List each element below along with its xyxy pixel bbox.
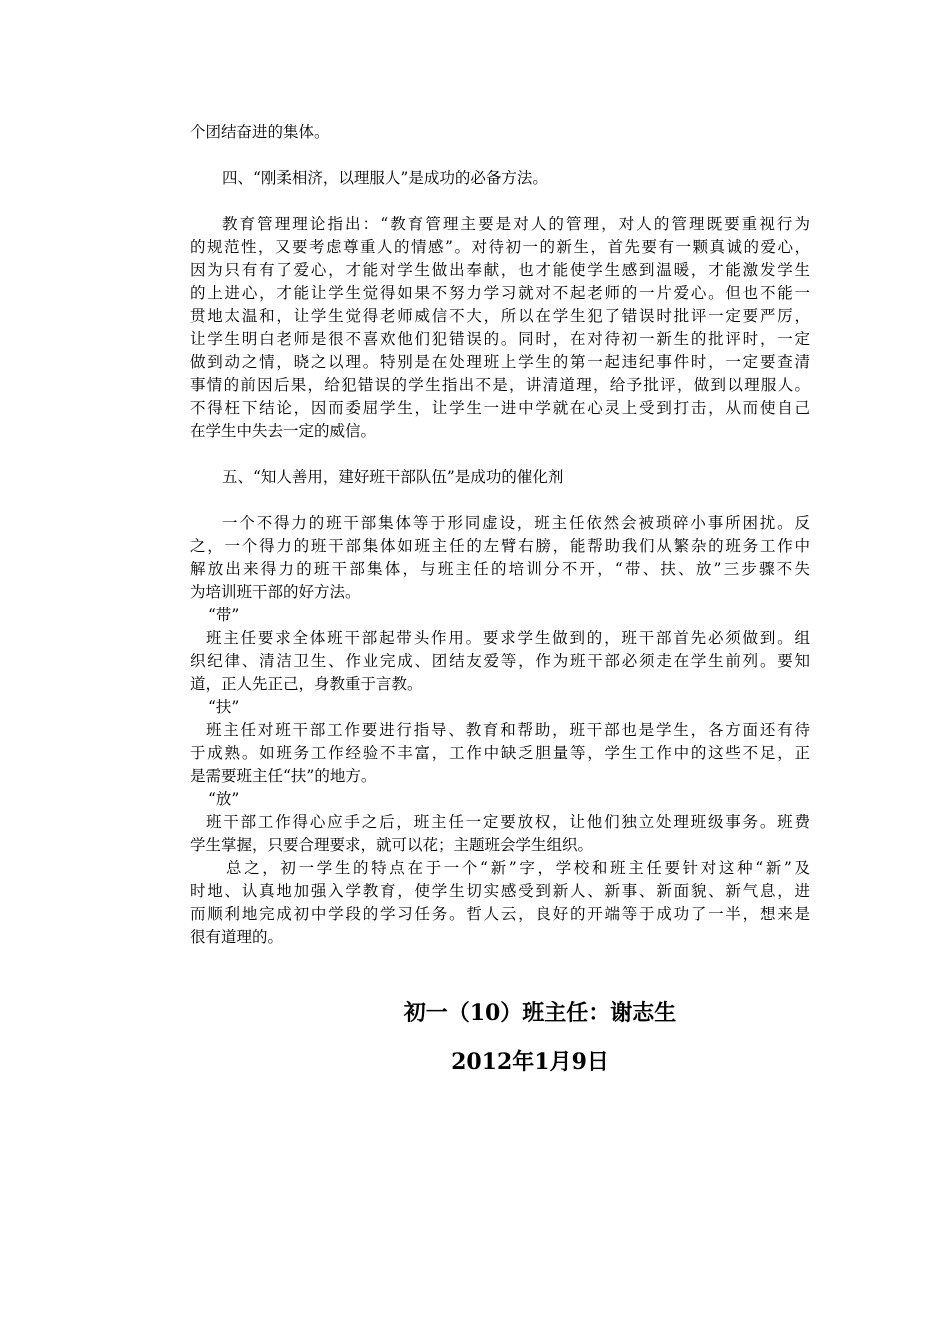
signature-date: 2012年1月9日: [451, 1049, 609, 1075]
paragraph-line: 于成熟。如班务工作经验不丰富，工作中缺乏胆量等，学生工作中的这些不足，正: [190, 744, 810, 762]
paragraph-line: 班主任对班干部工作要进行指导、教育和帮助，班干部也是学生，各方面还有待: [206, 721, 810, 739]
paragraph-line: 时地、认真地加强入学教育，使学生切实感受到新人、新事、新面貌、新气息，进: [190, 882, 810, 900]
paragraph-line: 织纪律、清洁卫生、作业完成、团结友爱等，作为班干部必须走在学生前列。要知: [190, 652, 810, 670]
paragraph-line: 教育管理理论指出：“教育管理主要是对人的管理，对人的管理既要重视行为: [222, 215, 810, 233]
signature-author: 初一（10）班主任：谢志生: [403, 1000, 677, 1026]
paragraph-line: 因为只有有了爱心，才能对学生做出奉献，也才能使学生感到温暖，才能激发学生: [190, 261, 810, 279]
paragraph-line: 班主任要求全体班干部起带头作用。要求学生做到的，班干部首先必须做到。组: [206, 629, 810, 647]
paragraph-line: 学生掌握，只要合理要求，就可以花；主题班会学生组织。: [190, 836, 594, 854]
paragraph-line: 贯地太温和，让学生觉得老师威信不大，所以在学生犯了错误时批评一定要严厉，: [190, 307, 810, 325]
paragraph-line: 让学生明白老师是很不喜欢他们犯错误的。同时，在对待初一新生的批评时，一定: [190, 330, 810, 348]
paragraph-line: 做到动之情，晓之以理。特别是在处理班上学生的第一起违纪事件时，一定要查清: [190, 353, 810, 371]
subheading-fu: “扶”: [208, 698, 240, 716]
intro-line: 个团结奋进的集体。: [190, 123, 330, 141]
section-heading-4: 四、“刚柔相济，以理服人”是成功的必备方法。: [222, 169, 548, 187]
paragraph-line: 解放出来得力的班干部集体，与班主任的培训分不开，“带、扶、放”三步骤不失: [190, 560, 810, 578]
document-body: [190, 121, 810, 949]
subheading-dai: “带”: [208, 606, 240, 624]
paragraph-line: 的上进心，才能让学生觉得如果不努力学习就对不起老师的一片爱心。但也不能一: [190, 284, 810, 302]
paragraph-line: 班干部工作得心应手之后，班主任一定要放权，让他们独立处理班级事务。班费: [206, 813, 810, 831]
paragraph-line: 事情的前因后果，给犯错误的学生指出不是，讲清道理，给予批评，做到以理服人。: [190, 376, 810, 394]
paragraph-line: 是需要班主任“扶”的地方。: [190, 767, 377, 785]
paragraph-line: 为培训班干部的好方法。: [190, 583, 361, 601]
paragraph-line: 在学生中失去一定的威信。: [190, 422, 377, 440]
paragraph-line: 之，一个得力的班干部集体如班主任的左臂右膀，能帮助我们从繁杂的班务工作中: [190, 537, 810, 555]
section-heading-5: 五、“知人善用，建好班干部队伍”是成功的催化剂: [222, 468, 564, 486]
paragraph-line: 的规范性，又要考虑尊重人的情感”。对待初一的新生，首先要有一颗真诚的爱心，: [190, 238, 810, 256]
paragraph-line: 而顺利地完成初中学段的学习任务。哲人云，良好的开端等于成功了一半，想来是: [190, 905, 810, 923]
paragraph-line: 一个不得力的班干部集体等于形同虚设，班主任依然会被琐碎小事所困扰。反: [222, 514, 810, 532]
paragraph-line: 很有道理的。: [190, 928, 284, 946]
paragraph-line: 总之，初一学生的特点在于一个“新”字，学校和班主任要针对这种“新”及: [226, 859, 810, 877]
paragraph-line: 道，正人先正己，身教重于言教。: [190, 675, 423, 693]
subheading-fang: “放”: [208, 790, 240, 808]
paragraph-line: 不得枉下结论，因而委屈学生，让学生一进中学就在心灵上受到打击，从而使自己: [190, 399, 810, 417]
